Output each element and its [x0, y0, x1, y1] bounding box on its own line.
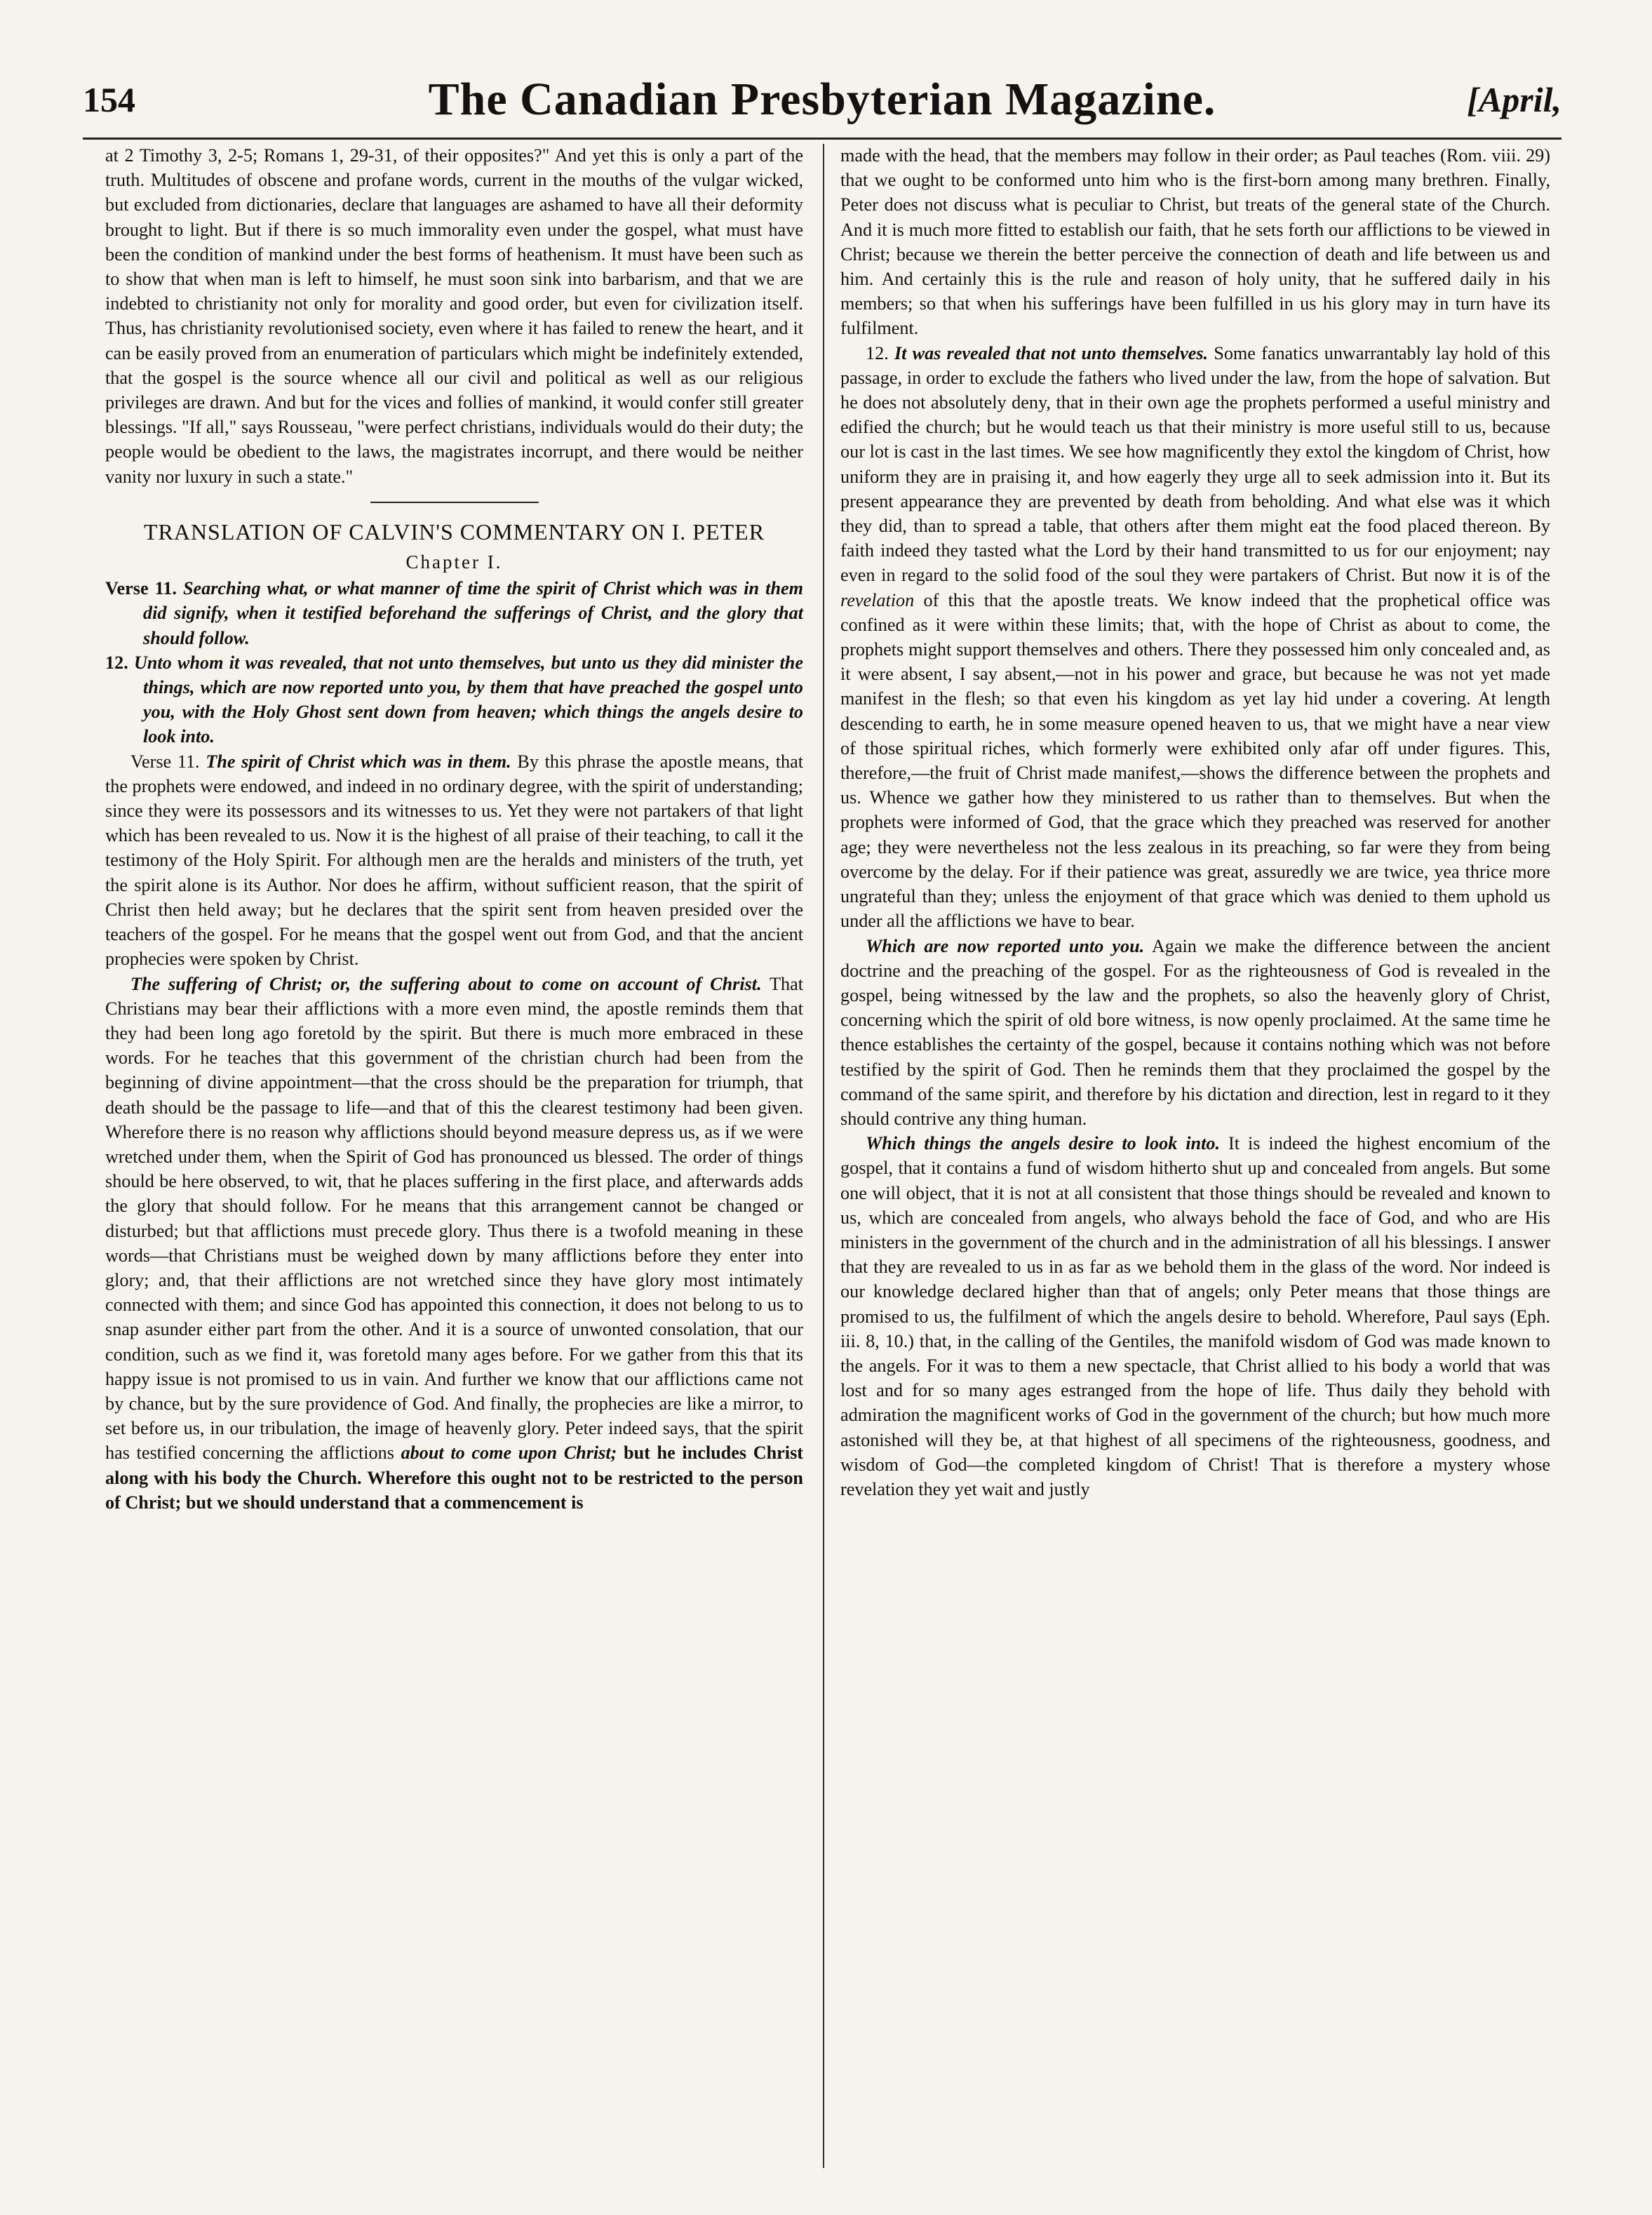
column-divider	[823, 144, 824, 2168]
right-column	[840, 143, 1550, 1501]
reported-lead: Which are now reported unto you.	[866, 935, 1145, 956]
verse-12-text	[105, 650, 803, 749]
verse-11-text	[105, 576, 803, 650]
commentary-verse-label: Verse 11.	[130, 751, 200, 772]
verse-12-num: 12.	[866, 342, 889, 363]
left-column	[105, 143, 803, 1515]
verse-12-label: 12.	[105, 652, 128, 673]
revelation-word: revelation	[840, 589, 915, 610]
commentary-body: By this phrase the apostle means, that the prophets were endowed, and indeed in no ordinary degree, with the spirit of understanding; since they were its possessors and its witnesses to us. Yet they were not partakers of that light which has been revealed to us. Now it is the highest of all praise of their teaching, to call it the testimony of the Holy Spirit. For although men are the heralds and ministers of the truth, yet the spirit alone is its Author. Nor does he affirm, without sufficient reason, that the spirit of Christ then held away; but he declares that the spirit sent from heaven presided over the teachers of the gospel. For he means that the gospel went out from God, and that the ancient prophecies were spoken by Christ.	[105, 751, 804, 970]
reported-body: Again we make the difference between the ancient doctrine and the preaching of the gospel. For as the righteousness of God is revealed in the gospel, being witnessed by the law and the prophets, so also the heavenly glory of Christ, concerning which the spirit of old bore witness, is now openly proclaimed. At the same time he thence establishes the certainty of the gospel, because it contains nothing which was not before testified by the spirit of God. Then he reminds them that they proclaimed the gospel by the command of the same spirit, and therefore by his dictation and direction, lest in regard to it they should contrive any thing human.	[840, 935, 1550, 1129]
suffering-lead: The suffering of Christ; or, the suffering about to come on account of Christ.	[130, 973, 762, 994]
suffering-end: but he includes Christ along with his body the Church. Wherefore this ought not to be restricted to the person of Christ; but we should understand that a commencement is	[105, 1443, 803, 1513]
angels-lead: Which things the angels desire to look into.	[866, 1133, 1221, 1154]
verse-11-label: Verse 11.	[105, 578, 177, 599]
header-rule	[83, 138, 1562, 140]
issue-month: [April,	[1467, 80, 1562, 119]
commentary-suffering	[105, 972, 803, 1515]
commentary-verse-11	[105, 749, 803, 972]
verse-12-body: Unto whom it was revealed, that not unto themselves, but unto us they did minister the things, which are now reported unto you, by them that have preached the gospel unto you, with the Holy Ghost sent down from heaven; which things the angels desire to look into.	[133, 652, 803, 747]
page-header	[83, 67, 1562, 132]
intro-paragraph: at 2 Timothy 3, 2-5; Romans 1, 29-31, of their opposites?" And yet this is only a part of the truth. Multitudes of obscene and profane words, current in the mouths of the vulgar wicked, but excluded from dictionaries, declare that languages are ashamed to have all their deformity brought to light. But if there is so much immorality even under the gospel, what must have been the condition of mankind under the best forms of heathenism. It must have been such as to show that when man is left to himself, he must soon sink into barbarism, and that we are indebted to christianity not only for morality and good order, but even for civilization itself. Thus, has christianity revolutionised society, even where it has failed to renew the heart, and it can be easily proved from an enumeration of particulars which might be indefinitely extended, that the gospel is the source whence all our civil and political as well as our religious privileges are drawn. And but for the vices and follies of mankind, it would confer still greater blessings. "If all," says Rousseau, "were perfect christians, individuals would do their duty; the people would be obedient to the laws, the magistrates incorrupt, and there would be neither vanity nor luxury in such a state."	[105, 145, 803, 487]
suffering-italic: about to come upon Christ;	[401, 1443, 617, 1464]
verse-11-body: Searching what, or what manner of time the spirit of Christ which was in them did signify, when it testified beforehand the sufferings of Christ, and the glory that should follow.	[143, 578, 803, 648]
revealed-lead: It was revealed that not unto themselves.	[894, 342, 1209, 363]
masthead-title: The Canadian Presbyterian Magazine.	[428, 74, 1216, 125]
chapter-heading: Chapter I.	[405, 551, 503, 573]
commentary-lead: The spirit of Christ which was in them.	[206, 751, 511, 772]
revealed-body-a: Some fanatics unwarrantably lay hold of this passage, in order to exclude the fathers who lived under the law, from the hope of salvation. But he does not absolutely deny, that in their own age the prophets performed a useful ministry and edified the church; but he would teach us that their ministry is more useful still to us, because our lot is cast in the last times. We see how magnificently they extol the kingdom of Christ, how uniform they are in praising it, and how eagerly they urge all to seek admission into it. But its present appearance they are prevented by death from beholding. And what else was it which they did, than to spread a table, that others after them might eat the food placed thereon. By faith indeed they tasted what the Lord by their hand transmitted to us for our enjoyment; nay even in regard to the solid food of the soul they were partakers of Christ. But now it is of the	[840, 342, 1550, 586]
page-number: 154	[83, 80, 135, 119]
commentary-verse-12	[840, 341, 1550, 934]
continuation-paragraph: made with the head, that the members may follow in their order; as Paul teaches (Rom. viii. 29) that we ought to be conformed unto him who is the first-born among many brethren. Finally, Peter does not discuss what is peculiar to Christ, but treats of the general state of the Church. And it is much more fitted to establish our faith, that he sets forth our afflictions to be viewed in Christ; because we therein the better perceive the connection of death and life between us and him. And certainly this is the rule and reason of holy unity, that he suffered daily in his members; so that when his sufferings have been fulfilled in us his glory may in turn have its fulfilment.	[840, 145, 1550, 339]
angels-body: It is indeed the highest encomium of the gospel, that it contains a fund of wisdom hitherto shut up and concealed from angels. But some one will object, that it is not at all consistent that those things should be revealed and known to us, which are concealed from angels, who always behold the face of God, and who are His ministers in the government of the church and in the administration of all his blessings. I answer that they are revealed to us in as far as we behold them in the glass of the word. Nor indeed is our knowledge declared higher than that of angels; only Peter means that those things are promised to us, the fulfilment of which the angels desire to behold. Wherefore, Paul says (Eph. iii. 8, 10.) that, in the calling of the Gentiles, the manifold wisdom of God was made known to the angels. For it was to them a new spectacle, that Christ allied to his body a world that was lost and for so many ages estranged from the hope of life. Thus daily they behold with admiration the magnificent works of God in the government of the church; but how much more astonished will they be, at that highest of all specimens of the righteousness, goodness, and wisdom of God—the completed kingdom of Christ! That is therefore a mystery whose revelation they yet wait and justly	[840, 1133, 1550, 1499]
commentary-angels	[840, 1131, 1550, 1501]
article-title: TRANSLATION OF CALVIN'S COMMENTARY ON I. PETER	[143, 518, 765, 544]
revealed-body-b: of this that the apostle treats. We know indeed that the prophetical office was confined as it were within these limits; that, with the hope of Christ as about to come, the prophets might support themselves and others. There they possessed him only concealed and, as it were absent, I say absent,—not in his power and grace, but because he was not yet made manifest in the flesh; so that even his kingdom as yet lay hid under a covering. At length descending to earth, he in some measure opened heaven to us, that we might have a near view of those spiritual riches, which formerly were exhibited only afar off under figures. This, therefore,—the fruit of Christ made manifest,—shows the difference between the prophets and us. Whence we gather how they ministered to us rather than to themselves. But when the prophets were informed of God, that the grace which they preached was reserved for another age; they were nevertheless not the less zealous in its preaching, so far were they from being overcome by the delay. For if their patience was great, assuredly we are twice, yea thrice more ungrateful than they; unless the enjoyment of that grace which was denied to them uphold us under all the afflictions we have to bear.	[840, 589, 1550, 932]
suffering-body: That Christians may bear their afflictions with a more even mind, the apostle reminds them that they had been long ago foretold by the spirit. But there is much more embraced in these words. For he teaches that this government of the christian church had been from the beginning of divine appointment—that the cross should be the preparation for triumph, that death should be the passage to life—and that of this the clearest testimony had been given. Wherefore there is no reason why afflictions should beyond measure depress us, as if we were wretched under them, when the Spirit of God has pronounced us blessed. The order of things should be here observed, to wit, that he places suffering in the first place, and afterwards adds the glory that should follow. For he means that this arrangement cannot be changed or disturbed; but that afflictions must precede glory. Thus there is a twofold meaning in these words—that Christians must be weighed down by many afflictions before they enter into glory; and, that their afflictions are not wretched since they have glory most intimately connected with them; and since God has appointed this connection, it does not belong to us to snap asunder either part from the other. And it is a source of unwonted consolation, that our condition, such as we find it, was foretold many ages before. For we gather from this that its happy issue is not promised to us in vain. And further we know that our afflictions came not by chance, but by the sure providence of God. And finally, the prophecies are like a mirror, to set before us, in our tribulation, the image of heavenly glory. Peter indeed says, that the spirit has testified concerning the afflictions	[105, 973, 804, 1464]
section-divider	[370, 502, 539, 503]
commentary-reported	[840, 934, 1550, 1132]
